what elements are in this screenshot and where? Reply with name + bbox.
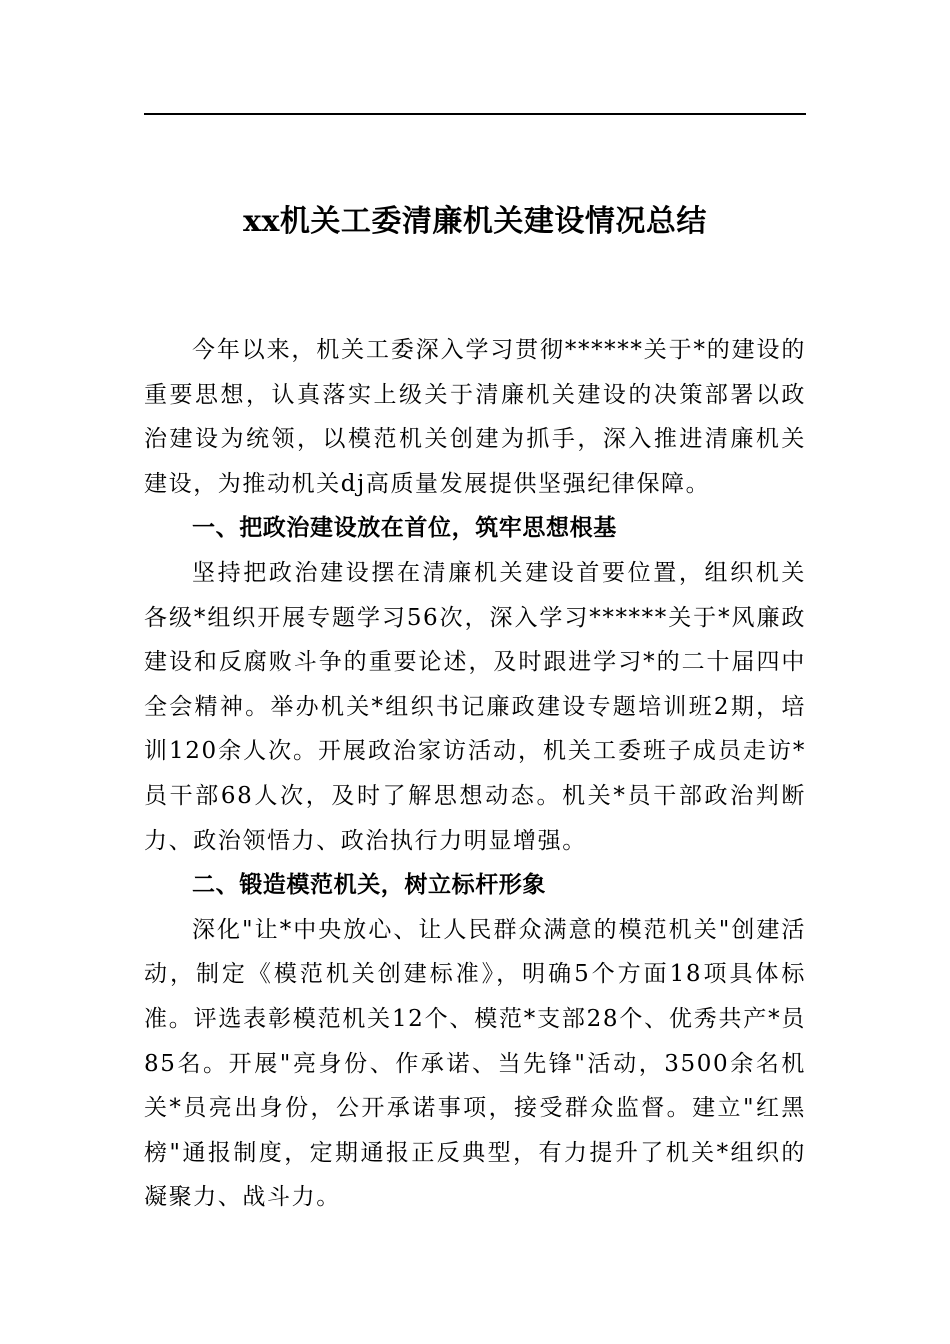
document-body [144, 328, 806, 1220]
document-title: xx机关工委清廉机关建设情况总结 [243, 204, 707, 239]
header-rule [144, 113, 806, 115]
section-1-paragraph: 坚持把政治建设摆在清廉机关建设首要位置，组织机关各级*组织开展专题学习56次，深入学习******关于*风廉政建设和反腐败斗争的重要论述，及时跟进学习*的二十届四中全会精神。举办机关*组织书记廉政建设专题培训班2期，培训120余人次。开展政治家访活动，机关工委班子成员走访*员干部68人次，及时了解思想动态。机关*员干部政治判断力、政治领悟力、政治执行力明显增强。 [144, 559, 806, 854]
section-2-heading: 二、锻造模范机关，树立标杆形象 [192, 872, 546, 899]
section-2-paragraph: 深化"让*中央放心、让人民群众满意的模范机关"创建活动，制定《模范机关创建标准》，明确5个方面18项具体标准。评选表彰模范机关12个、模范*支部28个、优秀共产*员85名。开展"亮身份、作承诺、当先锋"活动，3500余名机关*员亮出身份，公开承诺事项，接受群众监督。建立"红黑榜"通报制度，定期通报正反典型，有力提升了机关*组织的凝聚力、战斗力。 [144, 916, 806, 1211]
intro-paragraph: 今年以来，机关工委深入学习贯彻******关于*的建设的重要思想，认真落实上级关于清廉机关建设的决策部署以政治建设为统领，以模范机关创建为抓手，深入推进清廉机关建设，为推动机关dj高质量发展提供坚强纪律保障。 [144, 337, 806, 497]
section-1-heading: 一、把政治建设放在首位，筑牢思想根基 [192, 515, 617, 542]
